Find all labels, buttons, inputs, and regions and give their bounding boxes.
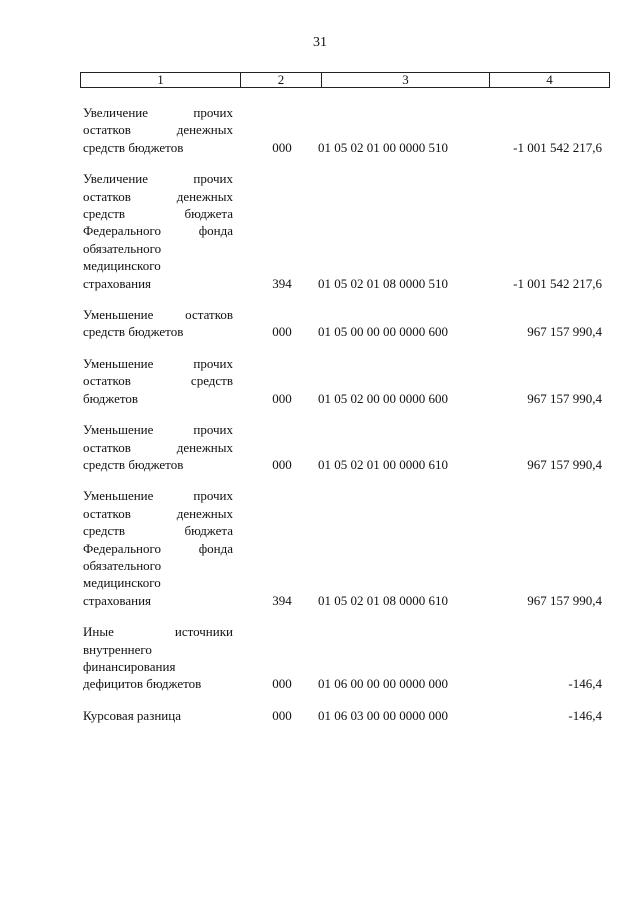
row-amount: 967 157 990,4 xyxy=(527,390,602,406)
table-row xyxy=(0,355,640,407)
row-budget-code: 01 05 02 01 08 0000 510 xyxy=(318,275,448,291)
row-budget-code: 01 06 00 00 00 0000 000 xyxy=(318,676,448,692)
name-line: Уменьшение остатков xyxy=(83,307,233,323)
table-header xyxy=(80,72,610,88)
name-line: страхования xyxy=(83,592,152,608)
name-line: медицинского xyxy=(83,258,161,274)
row-name xyxy=(83,170,233,292)
row-admin-code: 000 xyxy=(272,324,292,340)
name-line: Федерального фонда xyxy=(83,540,233,556)
row-budget-code: 01 06 03 00 00 0000 000 xyxy=(318,707,448,723)
row-amount: -146,4 xyxy=(568,676,602,692)
row-admin-code: 000 xyxy=(272,456,292,472)
row-name xyxy=(83,707,233,724)
name-line: обязательного xyxy=(83,557,162,573)
header-col-2: 2 xyxy=(241,73,322,87)
name-line: внутреннего xyxy=(83,641,152,657)
name-line: Курсовая разница xyxy=(83,707,181,723)
name-line: дефицитов бюджетов xyxy=(83,676,202,692)
row-budget-code: 01 05 02 01 00 0000 510 xyxy=(318,139,448,155)
table-row xyxy=(0,623,640,693)
name-line: страхования xyxy=(83,275,152,291)
row-admin-code: 000 xyxy=(272,139,292,155)
table-row xyxy=(0,170,640,292)
row-amount: -1 001 542 217,6 xyxy=(513,139,602,155)
row-budget-code: 01 05 02 01 08 0000 610 xyxy=(318,592,448,608)
row-name xyxy=(83,355,233,407)
name-line: Увеличение прочих xyxy=(83,171,233,187)
row-amount: 967 157 990,4 xyxy=(527,456,602,472)
header-col-4: 4 xyxy=(546,72,553,87)
row-budget-code: 01 05 00 00 00 0000 600 xyxy=(318,324,448,340)
name-line: средств бюджета xyxy=(83,523,233,539)
name-line: Федерального фонда xyxy=(83,223,233,239)
row-budget-code: 01 05 02 00 00 0000 600 xyxy=(318,390,448,406)
name-line: бюджетов xyxy=(83,390,139,406)
row-admin-code: 394 xyxy=(272,592,292,608)
name-line: средств бюджетов xyxy=(83,324,184,340)
header-col-1: 1 xyxy=(81,73,241,87)
name-line: остатков денежных xyxy=(83,188,233,204)
row-admin-code: 000 xyxy=(272,676,292,692)
row-amount: 967 157 990,4 xyxy=(527,592,602,608)
row-admin-code: 000 xyxy=(272,390,292,406)
name-line: остатков денежных xyxy=(83,122,233,138)
table-row xyxy=(0,421,640,473)
table-row xyxy=(0,707,640,724)
name-line: остатков денежных xyxy=(83,505,233,521)
name-line: Увеличение прочих xyxy=(83,105,233,120)
page-number: 31 xyxy=(313,35,327,50)
name-line: Иные источники xyxy=(83,624,233,640)
name-line: средств бюджетов xyxy=(83,139,184,155)
row-name xyxy=(83,487,233,609)
name-line: Уменьшение прочих xyxy=(83,488,233,504)
name-line: Уменьшение прочих xyxy=(83,422,233,438)
table-row xyxy=(0,104,640,156)
row-amount: 967 157 990,4 xyxy=(527,324,602,340)
row-name xyxy=(83,421,233,473)
name-line: медицинского xyxy=(83,575,161,591)
row-admin-code: 000 xyxy=(272,707,292,723)
name-line: средств бюджетов xyxy=(83,456,184,472)
table-body xyxy=(0,104,640,724)
row-admin-code: 394 xyxy=(272,275,292,291)
table-row xyxy=(0,487,640,609)
name-line: остатков средств xyxy=(83,373,233,389)
name-line: финансирования xyxy=(83,658,176,674)
row-name xyxy=(83,306,233,341)
name-line: остатков денежных xyxy=(83,439,233,455)
name-line: средств бюджета xyxy=(83,206,233,222)
row-name xyxy=(83,623,233,693)
row-name xyxy=(83,104,233,156)
table-row xyxy=(0,306,640,341)
header-col-3: 3 xyxy=(322,73,490,87)
row-amount: -146,4 xyxy=(568,707,602,723)
name-line: Уменьшение прочих xyxy=(83,355,233,371)
name-line: обязательного xyxy=(83,240,162,256)
row-budget-code: 01 05 02 01 00 0000 610 xyxy=(318,456,448,472)
row-amount: -1 001 542 217,6 xyxy=(513,275,602,291)
